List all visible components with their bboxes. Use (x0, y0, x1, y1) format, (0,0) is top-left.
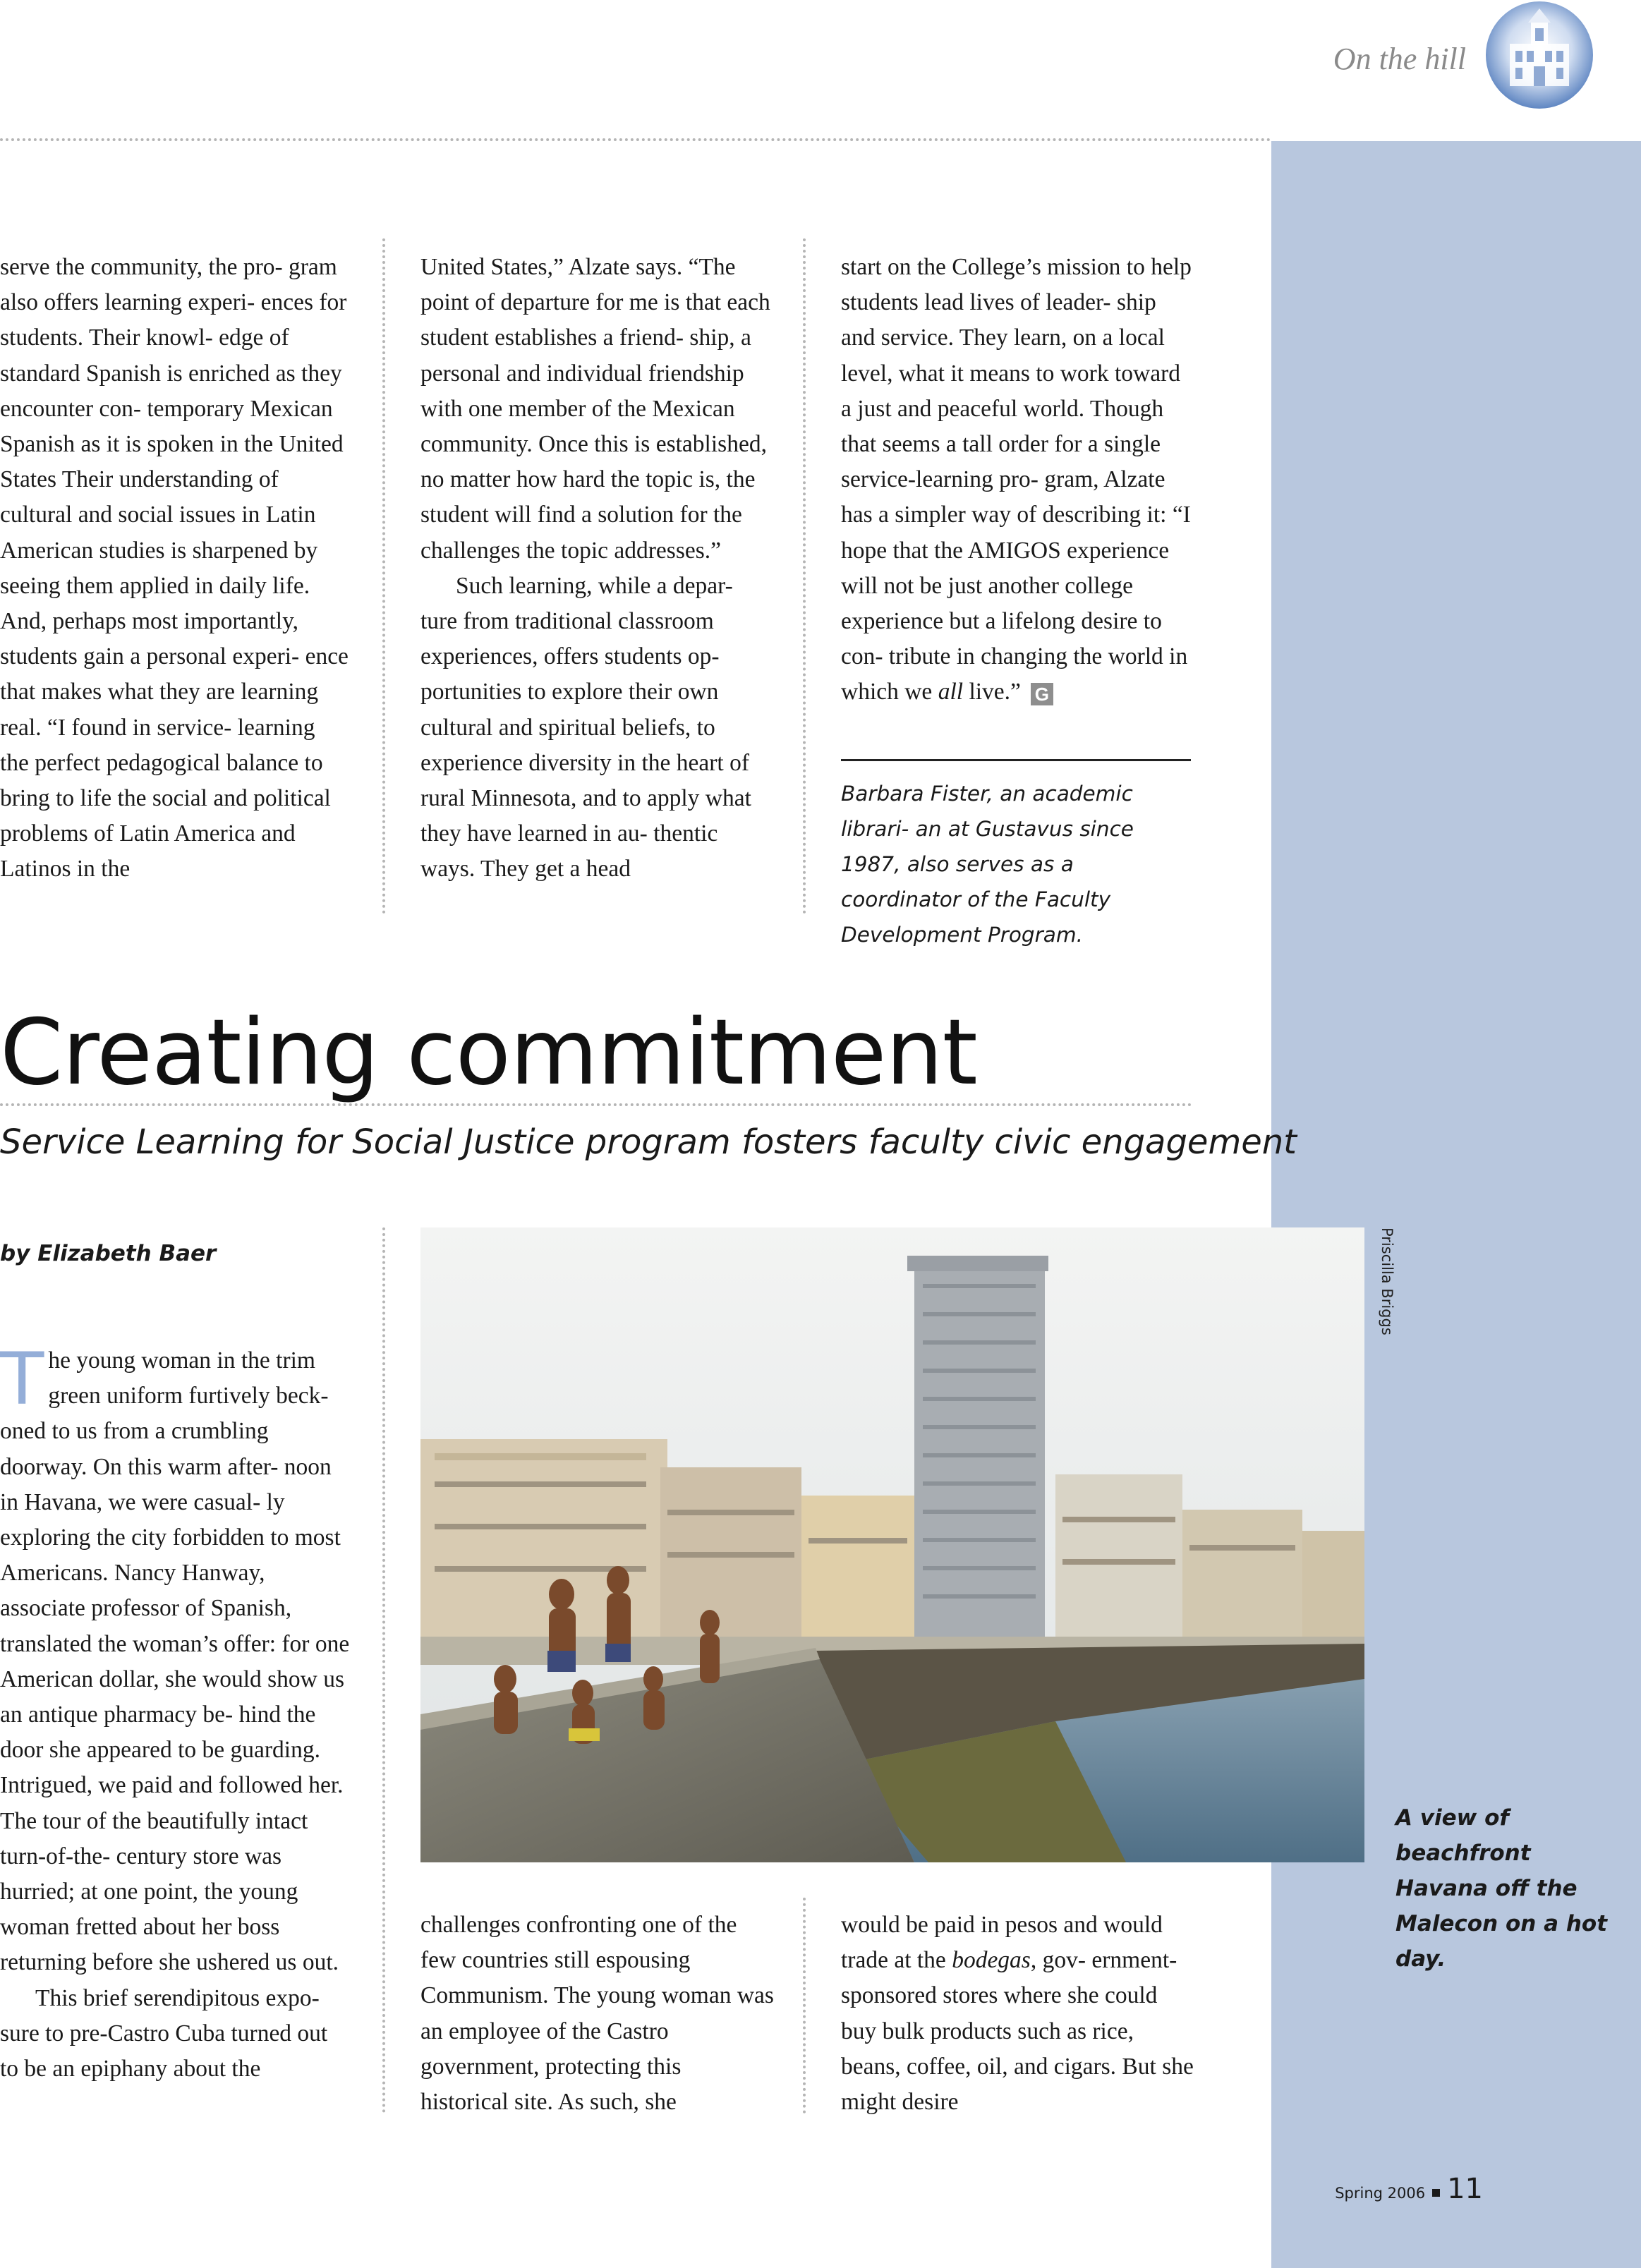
emphasis: all (938, 679, 964, 705)
top-article-column-1 (0, 250, 349, 887)
paragraph: Such learning, while a depar- ture from traditional classroom experiences, offers students op- portunities to explore their own cultural and spiritual beliefs, to experience diversity in the heart of rural Minnesota, and to apply what they have learned in au- thentic ways. They get a head (420, 572, 751, 883)
issue-label: Spring 2006 (1335, 2185, 1426, 2202)
column-divider (382, 1227, 385, 2114)
section-label: On the hill (1333, 42, 1466, 76)
header-rule (0, 138, 1271, 141)
paragraph: challenges confronting one of the few countries still espousing Communism. The young woman was an employee of the Castro government, protecting this historical site. As such, she (420, 1912, 774, 2116)
column-divider (803, 238, 806, 914)
photo-caption: A view of beachfront Havana off the Malecon on a hot day. (1395, 1805, 1608, 1972)
text-run: live.” (969, 679, 1021, 705)
feature-column-1 (0, 1338, 350, 2087)
folio (1335, 2173, 1483, 2205)
paragraph (0, 1338, 350, 1981)
headline-rule (0, 1103, 1192, 1106)
feature-column-3 (841, 1908, 1194, 2120)
paragraph (841, 1908, 1194, 2120)
dropcap: T (0, 1338, 44, 1421)
paragraph (841, 250, 1194, 710)
paragraph: serve the community, the pro- gram also offers learning experi- ences for students. Their knowl- edge of standard Spanish is enriched as they encounter con- temporary Mexican Spanish as it is spoken in the United States Their understanding of cultural and social issues in Latin American studies is sharpened by seeing them applied in daily life. And, perhaps most importantly, students gain a personal experi- ence that makes what they are learning real. “I found in service- learning the perfect pedagogical balance to bring to life the social and political problems of Latin America and Latinos in the (0, 254, 349, 883)
column-divider (382, 238, 385, 914)
photo-credit: Priscilla Briggs (1379, 1227, 1395, 1335)
byline: by Elizabeth Baer (0, 1241, 217, 1266)
column-divider (803, 1898, 806, 2114)
top-article-column-2 (420, 250, 775, 887)
emphasis: bodegas (952, 1947, 1031, 1974)
feature-subhead: Service Learning for Social Justice program fosters faculty civic engagement (0, 1122, 1297, 1162)
havana-malecon-photo (420, 1227, 1364, 1862)
text-run: he young woman in the trim green uniform furtively beck- oned to us from a crumbling doorway. On this warm after- noon in Havana, we were casual- ly exploring the city forbidden to most Americans. Nancy Hanway, associate professor of Spanish, translated the woman’s offer: for one American dollar, she would show us an antique pharmacy be- hind the door she appeared to be guarding. Intrigued, we paid and followed her. The tour of the beautifully intact turn-of-the- century store was hurried; at one point, the young woman fretted about her boss returning before she ushered us out. (0, 1347, 350, 1976)
bio-rule (841, 759, 1191, 761)
text-run: start on the College’s mission to help students lead lives of leader- ship and service. They learn, on a local level, what it means to work toward a just and peaceful world. Though that seems a tall order for a single service-learning pro- gram, Alzate has a simpler way of describing it: “I hope that the AMIGOS experience will not be just another college experience but a lifelong desire to con- tribute in changing the world in which we (841, 254, 1192, 705)
paragraph: United States,” Alzate says. “The point of departure for me is that each student establishes a friend- ship, a personal and individual friendship with one member of the Mexican community. Once this is established, no matter how hard the topic is, the student will find a solution for the challenges the topic addresses.” (420, 254, 770, 564)
top-article-column-3 (841, 250, 1194, 710)
feature-column-2 (420, 1908, 775, 2120)
page-number: 11 (1447, 2173, 1483, 2205)
text-run: , gov- ernment-sponsored stores where she could buy bulk products such as rice, beans, coffee, oil, and cigars. But she might desire (841, 1947, 1194, 2116)
paragraph: This brief serendipitous expo- sure to pre-Castro Cuba turned out to be an epiphany about the (0, 1984, 328, 2082)
feature-headline: Creating commitment (0, 1000, 977, 1105)
college-building-seal-icon (1484, 0, 1594, 110)
author-bio: Barbara Fister, an academic librari- an at Gustavus since 1987, also serves as a coordinator of the Faculty Development Program. (841, 782, 1134, 947)
square-bullet-icon (1432, 2189, 1440, 2197)
end-mark-icon: G (1031, 683, 1053, 705)
text-run: would be paid in pesos and would trade at the (841, 1912, 1163, 1974)
